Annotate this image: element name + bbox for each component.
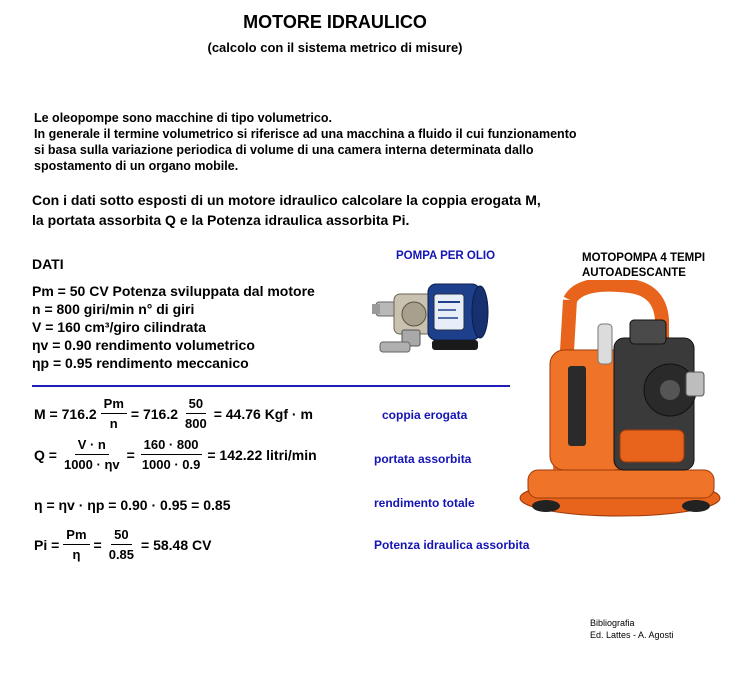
eq-lhs: Q = <box>34 446 57 463</box>
fraction <box>182 396 210 431</box>
fraction <box>106 527 137 562</box>
equation-rendimento: η = ηv · ηp = 0.90 · 0.95 = 0.85 <box>34 497 231 513</box>
page-subtitle: (calcolo con il sistema metrico di misure) <box>207 40 463 55</box>
dati-line: n = 800 giri/min n° di giri <box>32 301 195 317</box>
dati-line: V = 160 cm³/giro cilindrata <box>32 319 206 335</box>
label-portata: portata assorbita <box>374 452 472 466</box>
intro-line: si basa sulla variazione periodica di volume di una camera interna determinata dallo <box>34 143 534 157</box>
eq-lhs: Pi = <box>34 536 60 553</box>
equation-portata <box>34 437 317 472</box>
denominator: n <box>109 416 118 431</box>
eq-mid: = <box>93 536 102 553</box>
numerator: Pm <box>63 527 89 545</box>
denominator: 1000 · ηv <box>63 457 120 472</box>
bibliography <box>590 617 674 641</box>
bibliography-line: Bibliografia <box>590 618 635 628</box>
numerator: 50 <box>111 527 131 545</box>
task-line: Con i dati sotto esposti di un motore idraulico calcolare la coppia erogata M, <box>32 192 541 208</box>
bibliography-line: Ed. Lattes - A. Agosti <box>590 630 674 640</box>
page-title: MOTORE IDRAULICO <box>243 12 427 32</box>
oil-pump-image <box>372 270 502 370</box>
fraction <box>61 437 123 472</box>
oil-pump-label: POMPA PER OLIO <box>396 250 496 262</box>
label-rendimento: rendimento totale <box>374 496 475 510</box>
numerator: V · n <box>75 437 109 455</box>
motopump-label-line: MOTOPOMPA 4 TEMPI <box>582 252 706 264</box>
numerator: 50 <box>186 396 206 414</box>
denominator: 800 <box>185 416 207 431</box>
numerator: Pm <box>101 396 127 414</box>
eq-mid: = 716.2 <box>130 405 178 422</box>
equation-coppia <box>34 396 313 431</box>
denominator: 1000 · 0.9 <box>141 457 201 472</box>
intro-line: spostamento di un organo mobile. <box>34 159 239 173</box>
eq-result: = 142.22 litri/min <box>207 446 317 463</box>
denominator: 0.85 <box>108 547 135 562</box>
eq-result: = 44.76 Kgf · m <box>213 405 313 422</box>
eq-lhs: M = 716.2 <box>34 405 97 422</box>
dati-line: ηp = 0.95 rendimento meccanico <box>32 355 249 371</box>
label-coppia: coppia erogata <box>382 408 468 422</box>
equation-potenza <box>34 527 211 562</box>
motopump-label <box>582 251 705 281</box>
intro-line: Le oleopompe sono macchine di tipo volumetrico. <box>34 111 332 125</box>
fraction <box>139 437 204 472</box>
dati-line: Pm = 50 CV Potenza sviluppata dal motore <box>32 283 315 299</box>
eq-result: = 58.48 CV <box>141 536 212 553</box>
denominator: η <box>72 547 81 562</box>
intro-paragraph <box>34 110 577 174</box>
numerator: 160 · 800 <box>141 437 202 455</box>
fraction <box>101 396 127 431</box>
intro-line: In generale il termine volumetrico si riferisce ad una macchina a fluido il cui funzionamento <box>34 127 577 141</box>
dati-list <box>32 282 315 372</box>
task-line: la portata assorbita Q e la Potenza idraulica assorbita Pi. <box>32 212 410 228</box>
motopump-image <box>510 280 725 525</box>
section-divider <box>32 385 510 387</box>
dati-heading: DATI <box>32 256 64 272</box>
fraction <box>63 527 89 562</box>
task-statement <box>32 190 541 230</box>
label-potenza: Potenza idraulica assorbita <box>374 538 530 552</box>
eq-mid: = <box>126 446 135 463</box>
motopump-label-line: AUTOADESCANTE <box>582 267 686 279</box>
dati-line: ηv = 0.90 rendimento volumetrico <box>32 337 255 353</box>
